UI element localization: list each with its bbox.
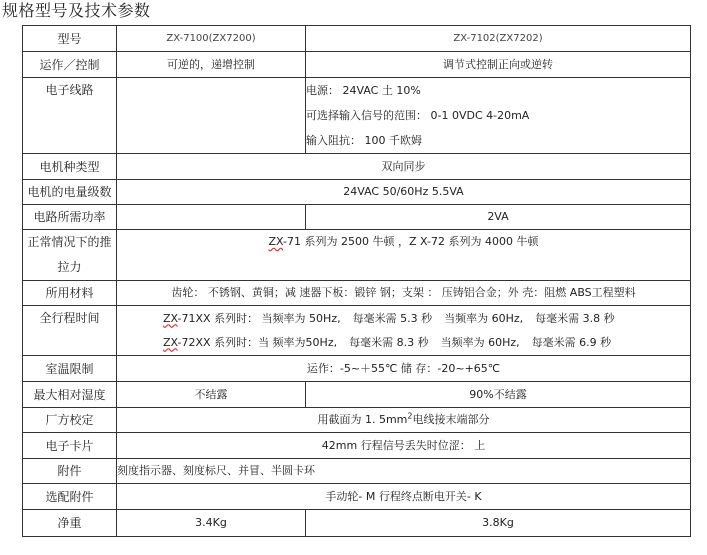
table-row bbox=[23, 459, 691, 484]
circuit-power-text: 电源： 24VAC 土 10% bbox=[306, 84, 421, 97]
stroke-2-c: 当频率为 60Hz, bbox=[440, 335, 520, 349]
humidity-b-value: 90%不结露 bbox=[306, 382, 691, 408]
stroke-1-a: -71XX 系列时： 当频率为 50Hz, bbox=[177, 311, 341, 325]
table-row bbox=[23, 433, 691, 459]
row-label-model: 型号 bbox=[23, 26, 117, 52]
table-row bbox=[23, 180, 691, 205]
table-row bbox=[23, 356, 691, 382]
row-label-operation: 运作／控制 bbox=[23, 52, 117, 78]
row-label-weight: 净重 bbox=[23, 510, 117, 537]
operation-b-value: 调节式控制正向或逆转 bbox=[306, 52, 691, 78]
table-row bbox=[23, 230, 691, 281]
stroke-line-2 bbox=[163, 331, 688, 355]
factory-value-1: 用截面为 1. 5mm bbox=[317, 413, 408, 426]
table-row bbox=[23, 52, 691, 78]
model-b-value: ZX-7102(ZX7202) bbox=[306, 26, 691, 52]
table-row bbox=[23, 78, 691, 154]
row-label-temp: 室温限制 bbox=[23, 356, 117, 382]
stroke-line-1 bbox=[163, 307, 688, 331]
thrust-value bbox=[117, 230, 691, 281]
table-row bbox=[23, 484, 691, 510]
weight-b-value: 3.8Kg bbox=[306, 510, 691, 537]
spec-table bbox=[22, 25, 691, 537]
table-row bbox=[23, 408, 691, 433]
stroke-value-cell bbox=[117, 306, 691, 356]
row-label-motor-voltage: 电机的电量级数 bbox=[23, 180, 117, 205]
thrust-label-line-1: 正常情况下的推 bbox=[27, 235, 112, 249]
table-row bbox=[23, 281, 691, 306]
thrust-prefix: ZX bbox=[268, 235, 284, 248]
circuit-power-empty-cell bbox=[117, 205, 306, 230]
factory-value bbox=[117, 408, 691, 433]
stroke-2-a: -72XX 系列时：当 频率为50Hz, bbox=[177, 335, 338, 349]
row-label-circuit-power: 电路所需功率 bbox=[23, 205, 117, 230]
stroke-2-prefix: ZX bbox=[163, 335, 178, 349]
accessory-value: 刻度指示器、刻度标尺、并冒、半圆卡环 bbox=[117, 459, 691, 484]
circuit-impedance-text: 输入阻抗： 100 千欧姆 bbox=[306, 134, 422, 147]
weight-a-value: 3.4Kg bbox=[117, 510, 306, 537]
page-title: 规格型号及技术参数 bbox=[2, 1, 151, 20]
table-row bbox=[23, 510, 691, 537]
table-row bbox=[23, 154, 691, 180]
stroke-2-d: 每毫米需 6.9 秒 bbox=[531, 335, 612, 349]
thrust-text: -71 系列为 2500 牛顿 ，Z X-72 系列为 4000 牛顿 bbox=[283, 235, 539, 248]
row-label-stroke: 全行程时间 bbox=[23, 306, 117, 356]
row-label-material: 所用材料 bbox=[23, 281, 117, 306]
row-label-accessory: 附件 bbox=[23, 459, 117, 484]
material-value: 齿轮： 不锈钢、黄铜；减 速器下板：锻锌 钢；支架 ： 压铸铝合金；外 壳：阻燃 ABS工程塑料 bbox=[117, 281, 691, 306]
circuit-value-cell bbox=[306, 78, 691, 154]
circuit-signal-text: 可选择输入信号的范围： 0-1 0VDC 4-20mA bbox=[306, 109, 530, 122]
temp-value: 运作：-5~＋55℃ 储 存：-20~+65℃ bbox=[117, 356, 691, 382]
stroke-1-b: 每毫米需 5.3 秒 bbox=[352, 311, 433, 325]
motor-voltage-value: 24VAC 50/60Hz 5.5VA bbox=[117, 180, 691, 205]
row-label-optional: 选配附件 bbox=[23, 484, 117, 510]
circuit-empty-cell bbox=[117, 78, 306, 154]
motor-type-value: 双向同步 bbox=[117, 154, 691, 180]
stroke-2-b: 每毫米需 8.3 秒 bbox=[349, 335, 429, 349]
card-value: 42mm 行程信号丢失时位涩： 上 bbox=[117, 433, 691, 459]
table-row bbox=[23, 205, 691, 230]
stroke-1-prefix: ZX bbox=[163, 311, 178, 325]
factory-sup: 2 bbox=[407, 411, 413, 421]
model-a-value: ZX-7100(ZX7200) bbox=[117, 26, 306, 52]
row-label-circuit: 电子线路 bbox=[23, 78, 117, 154]
humidity-a-value: 不结露 bbox=[117, 382, 306, 408]
row-label-factory: 厂方校定 bbox=[23, 408, 117, 433]
stroke-1-c: 当频率为 60Hz, bbox=[444, 311, 524, 325]
optional-value: 手动轮- M 行程终点断电开关- K bbox=[117, 484, 691, 510]
factory-value-2: 电线接末端部分 bbox=[412, 413, 490, 426]
row-label-humidity: 最大相对湿度 bbox=[23, 382, 117, 408]
table-row bbox=[23, 382, 691, 408]
table-row bbox=[23, 306, 691, 356]
row-label-card: 电子卡片 bbox=[23, 433, 117, 459]
operation-a-value: 可逆的，递增控制 bbox=[117, 52, 306, 78]
table-row bbox=[23, 26, 691, 52]
row-label-motor-type: 电机种类型 bbox=[23, 154, 117, 180]
stroke-1-d: 每毫米需 3.8 秒 bbox=[535, 311, 615, 325]
thrust-label-line-2: 拉力 bbox=[57, 260, 82, 274]
row-label-thrust bbox=[23, 230, 117, 281]
circuit-power-value: 2VA bbox=[306, 205, 691, 230]
